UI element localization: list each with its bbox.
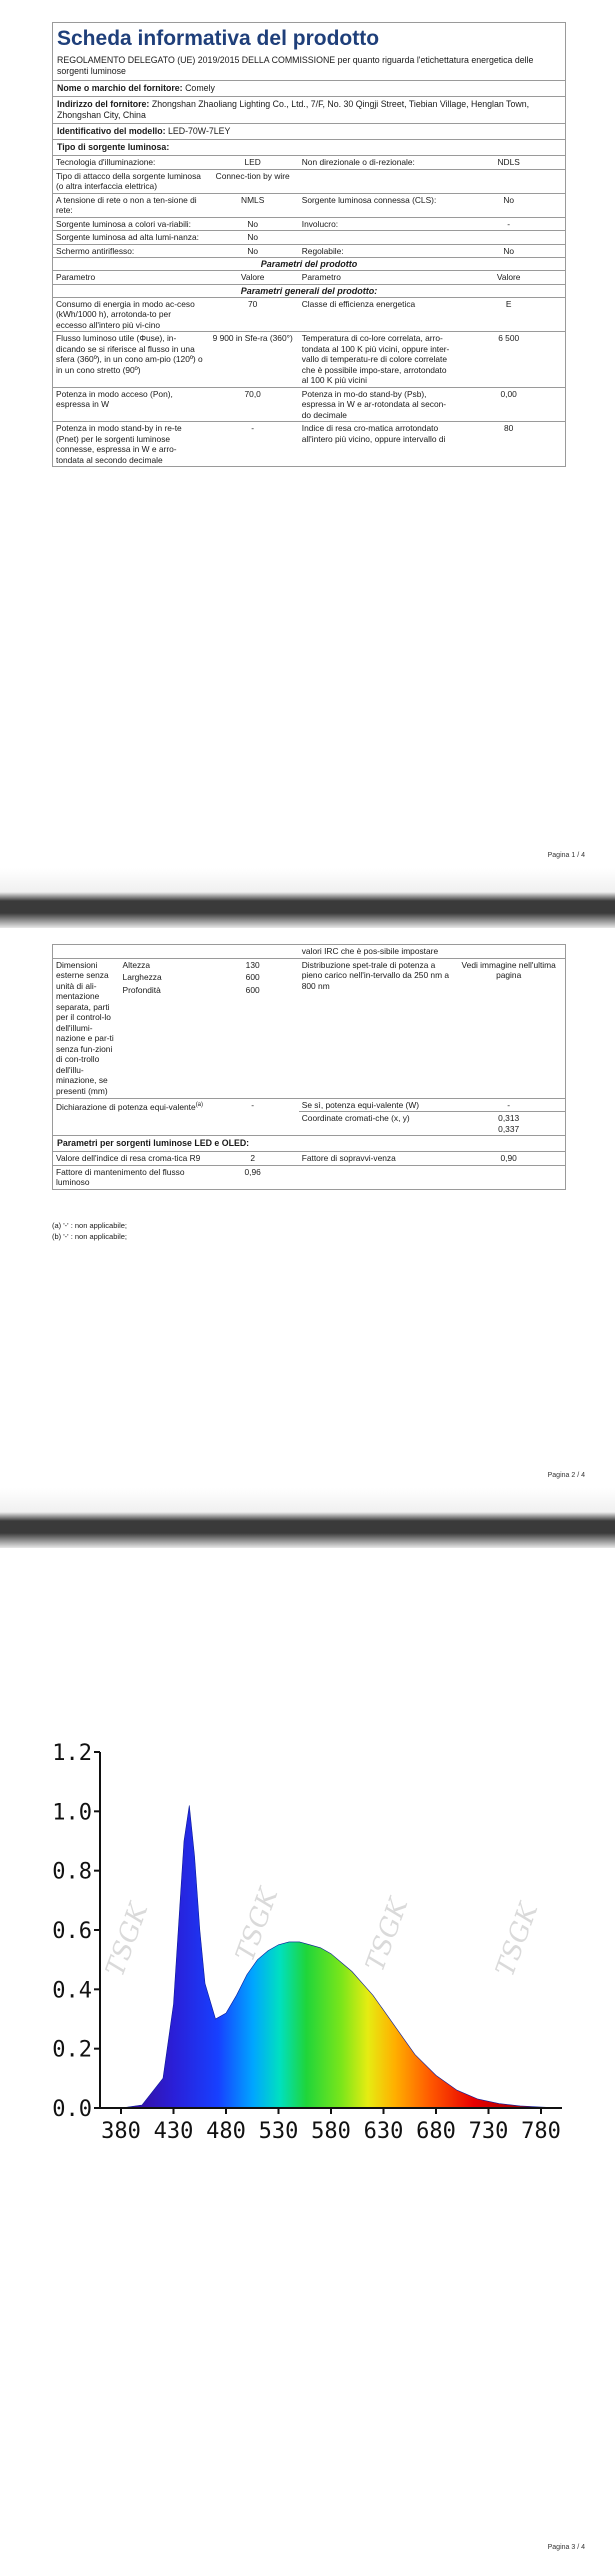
general-param-label: Consumo di energia in modo ac-ceso (kWh/1000 h), arrotonda-to per eccesso all'intero più vi-cino [53,297,207,332]
led-param-value [452,1165,565,1189]
page-number: Pagina 3 / 4 [547,2544,585,2551]
source-type-label: Involucro: [299,217,453,231]
params-header-table [53,270,565,284]
page-3 [0,1548,615,2560]
x-tick-label: 530 [258,2119,299,2144]
page-number: Pagina 1 / 4 [547,852,585,859]
source-type-label: Sorgente luminosa a colori va-riabili: [53,217,207,231]
spectral-distribution-value: Vedi immagine nell'ultima pagina [452,958,565,1098]
model-value: LED-70W-7LEY [167,126,231,136]
source-type-label: Sorgente luminosa ad alta lumi-nanza: [53,231,207,245]
source-type-label: Schermo antiriflesso: [53,244,207,257]
x-tick-label: 630 [363,2119,404,2144]
params-header-cell: Parametro [53,271,207,284]
page-number: Pagina 2 / 4 [547,1472,585,1479]
led-param-row [53,1152,565,1166]
general-param-value: - [207,422,299,467]
general-param-value: 9 900 in Sfe-ra (360°) [207,332,299,388]
y-tick-label: 0.6 [52,1919,92,1944]
page-title: Scheda informativa del prodotto [57,27,380,50]
chromaticity-value: 0,313 0,337 [452,1112,565,1136]
dimension-value: 600 [245,972,260,982]
equivalent-power-value: - [207,1098,299,1135]
source-type-row [53,217,565,231]
y-tick-label: 0.2 [52,2037,92,2063]
general-param-label: Potenza in mo-do stand-by (Psb), espressa in W e ar-rotondata al secon-do decimale [299,387,453,422]
general-param-value: 80 [452,422,565,467]
y-tick-label: 1.0 [52,1800,92,1826]
source-type-label: Tipo di attacco della sorgente luminosa (o altra interfaccia elettrica) [53,169,207,193]
dimensions-label: Dimensioni esterne senza unità di ali-mentazione separata, parti per il control-lo dell'illumi-nazione e par-ti senza fun-zioni di con-trollo dell'illu-minazione, se presenti (mm) [53,958,120,1098]
y-tick-label: 0.4 [52,1978,92,2004]
source-type-row [53,156,565,170]
footnote-a: (a) '-' : non applicabile; [52,1221,127,1230]
source-type-row [53,169,565,193]
x-tick-label: 380 [101,2119,141,2144]
watermark-text: TSGK [230,1884,285,1966]
general-param-label: Temperatura di co-lore correlata, arro-tondata al 100 K più vicini, oppure inter-vallo di temperatu-re di colore correlate che è possibile impo-stare, arrotondato al 100 K più vicini [299,332,453,388]
source-type-label [299,231,453,245]
general-param-label: Potenza in modo acceso (Pon), espressa in W [53,387,207,422]
source-type-label: A tensione di rete o non a ten-sione di rete: [53,193,207,217]
general-param-label: Flusso luminoso utile (Φuse), in-dicando se si riferisce al flusso in una sfera (360º), in un cono am-pio (120º) o in un cono stretto (90º) [53,332,207,388]
y-tick-label: 0.0 [52,2097,92,2122]
led-param-value: 2 [207,1152,299,1166]
source-type-label: Tecnologia d'illuminazione: [53,156,207,170]
supplier-label: Nome o marchio del fornitore: [57,83,183,93]
supplier-line [53,80,565,96]
params-header-cell: Valore [207,271,299,284]
source-type-row [53,231,565,245]
led-params-title: Parametri per sorgenti luminose LED e OLED: [53,1135,565,1151]
y-tick-label: 0.8 [52,1859,92,1885]
source-type-label [299,169,453,193]
general-param-label: Classe di efficienza energetica [299,297,453,332]
page-2 [0,928,615,1488]
watermark-text: TSGK [490,1899,545,1981]
x-tick-label: 430 [153,2119,194,2144]
watermark-text: TSGK [100,1899,155,1981]
params-title: Parametri del prodotto [53,257,565,270]
led-param-value: 0,96 [207,1165,299,1189]
dimension-value: 600 [245,984,260,995]
source-type-value: No [207,217,299,231]
source-type-value [452,231,565,245]
source-type-value: No [452,244,565,257]
dimension-name: Altezza [120,958,207,971]
source-type-value: NMLS [207,193,299,217]
source-type-value: NDLS [452,156,565,170]
source-type-value: - [452,217,565,231]
led-params-table [53,1151,565,1189]
general-param-value: E [452,297,565,332]
address-value: Zhongshan Zhaoliang Lighting Co., Ltd., 7/F, No. 30 Qingji Street, Tiebian Village, Henglan Town, Zhongshan City, China [57,99,530,120]
source-type-value: No [452,193,565,217]
params-header-cell: Parametro [299,271,453,284]
page-separator [0,868,615,928]
footnote-b: (b) '-' : non applicabile; [52,1232,127,1241]
model-line [53,123,565,139]
general-param-value: 70 [207,297,299,332]
general-param-row [53,297,565,332]
led-param-row [53,1165,565,1189]
general-param-value: 0,00 [452,387,565,422]
product-sheet-continued [52,944,566,1190]
source-type-value: No [207,231,299,245]
chromaticity-label: Coordinate cromati-che (x, y) [299,1112,453,1136]
general-param-row [53,422,565,467]
source-type-label: Non direzionale o di-rezionale: [299,156,453,170]
watermark-text: TSGK [360,1894,415,1976]
address-label: Indirizzo del fornitore: [57,99,150,109]
dimensions-table [53,945,565,1135]
spectral-distribution-chart [52,1738,572,2158]
led-param-label: Valore dell'indice di resa croma-tica R9 [53,1152,207,1166]
equivalent-power-w-label: Se sì, potenza equi-valente (W) [299,1098,453,1112]
model-label: Identificativo del modello: [57,126,166,136]
source-type-label: Sorgente luminosa connessa (CLS): [299,193,453,217]
general-param-value: 70,0 [207,387,299,422]
page-1 [0,0,615,868]
footnotes [52,1220,127,1242]
x-tick-label: 780 [521,2119,561,2144]
address-line [53,96,565,123]
general-param-label: Indice di resa cro-matica arrotondato all'intero più vicino, oppure intervallo di [299,422,453,467]
spectral-distribution-label: Distribuzione spet-trale di potenza a pieno carico nell'in-tervallo da 250 nm a 800 nm [299,958,453,1098]
general-param-row [53,387,565,422]
dimension-name: Profondità [122,984,161,995]
dimension-name: Larghezza [122,972,162,982]
source-type-row [53,244,565,257]
x-tick-label: 480 [206,2119,246,2144]
general-param-row [53,332,565,388]
general-params-table [53,297,565,467]
led-param-label [299,1165,453,1189]
source-type-row [53,193,565,217]
source-type-label: Tipo di sorgente luminosa: [57,142,170,152]
dimension-value: 130 [207,958,299,971]
source-type-value [452,169,565,193]
source-type-value: Connec-tion by wire [207,169,299,193]
source-type-value: No [207,244,299,257]
led-param-value: 0,90 [452,1152,565,1166]
led-param-label: Fattore di mantenimento del flusso luminoso [53,1165,207,1189]
cri-continued: valori IRC che è pos-sibile impostare [301,946,439,956]
general-param-value: 6 500 [452,332,565,388]
y-tick-label: 1.2 [52,1741,92,1766]
regulation-text: REGOLAMENTO DELEGATO (UE) 2019/2015 DELLA COMMISSIONE per quanto riguarda l'etichettatura energetica delle sorgenti luminose [57,55,534,76]
source-type-table [53,155,565,257]
x-tick-label: 580 [311,2119,351,2144]
equivalent-power-w-value: - [452,1098,565,1112]
page-separator [0,1488,615,1548]
source-type-value: LED [207,156,299,170]
source-type-line [53,139,565,155]
general-params-title: Parametri generali del prodotto: [53,284,565,297]
x-tick-label: 680 [416,2119,456,2144]
product-sheet [52,22,566,467]
equivalent-power-label: Dichiarazione di potenza equi-valente$^{(a)}$ [53,1098,207,1135]
x-tick-label: 730 [468,2119,509,2144]
supplier-value: Comely [185,83,215,93]
general-param-label: Potenza in modo stand-by in re-te (Pnet) per le sorgenti luminose connesse, espressa in W e arro-tondata al secondo decimale [53,422,207,467]
source-type-label: Regolabile: [299,244,453,257]
params-header-cell: Valore [452,271,565,284]
led-param-label: Fattore di sopravvi-venza [299,1152,453,1166]
